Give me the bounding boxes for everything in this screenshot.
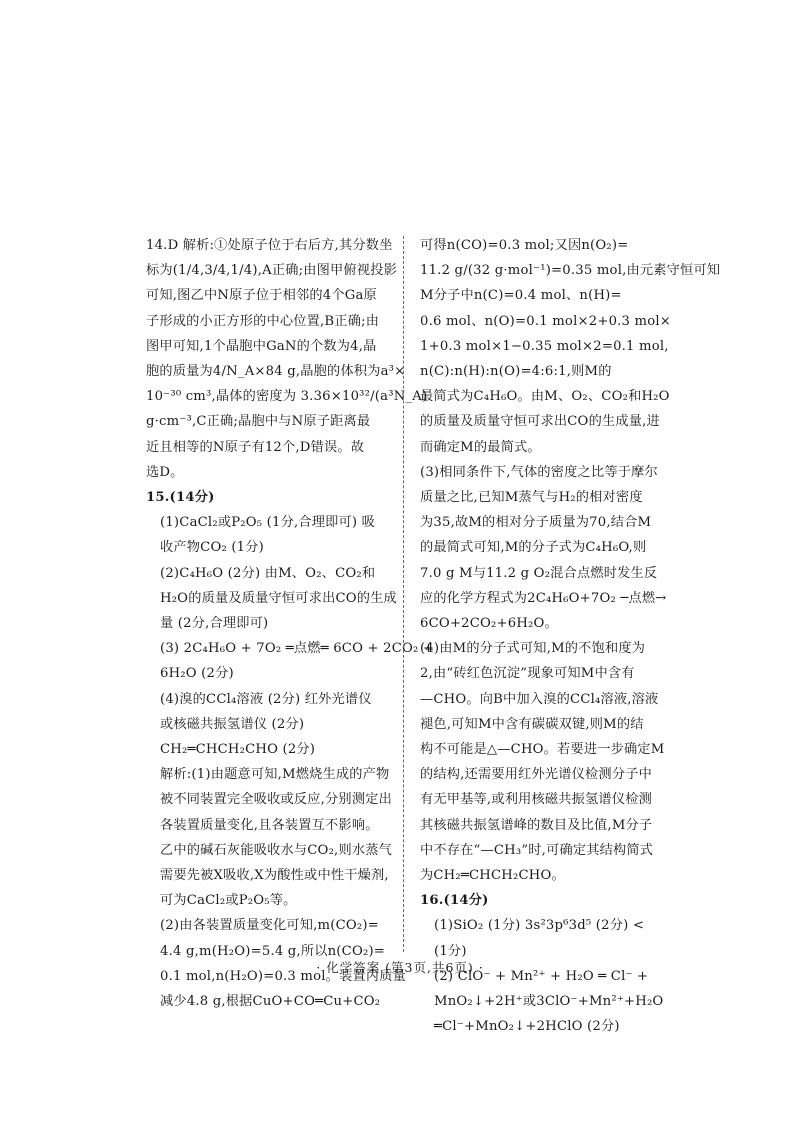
text-line: (1)SiO₂ (1分) 3s²3p⁶3d⁵ (2分) < xyxy=(434,918,645,934)
text-line: 2,由“砖红色沉淀”现象可知M中含有 xyxy=(420,666,635,682)
text-line: 图甲可知,1个晶胞中GaN的个数为4,晶 xyxy=(146,338,377,354)
text-line: CH₂═CHCH₂CHO (2分) xyxy=(160,742,316,758)
text-line: 4.4 g,m(H₂O)=5.4 g,所以n(CO₂)= xyxy=(160,943,386,959)
question-heading: 15.(14分) xyxy=(146,490,215,506)
text-line: 或核磁共振氢谱仪 (2分) xyxy=(160,716,305,732)
text-line: 0.1 mol,n(H₂O)=0.3 mol。装置丙质量 xyxy=(160,968,407,984)
text-line: 而确定M的最简式。 xyxy=(420,439,541,455)
text-line: MnO₂↓+2H⁺或3ClO⁻+Mn²⁺+H₂O xyxy=(434,994,664,1010)
text-line: 为CH₂═CHCH₂CHO。 xyxy=(420,868,565,884)
text-line: 6CO+2CO₂+6H₂O。 xyxy=(420,616,558,632)
text-line: g·cm⁻³,C正确;晶胞中与N原子距离最 xyxy=(146,414,371,430)
text-line: (3)相同条件下,气体的密度之比等于摩尔 xyxy=(420,464,658,480)
text-line: 构不可能是△—CHO。若要进一步确定M xyxy=(420,742,665,758)
text-line: 最简式为C₄H₆O。由M、O₂、CO₂和H₂O xyxy=(420,389,670,405)
text-line: 被不同装置完全吸收或反应,分别测定出 xyxy=(160,792,392,808)
text-line: 的结构,还需要用红外光谱仪检测分子中 xyxy=(420,767,652,783)
text-line: 应的化学方程式为2C₄H₆O+7O₂ ─点燃→ xyxy=(420,590,667,606)
text-line: 可知,图乙中N原子位于相邻的4个Ga原 xyxy=(146,288,377,304)
text-line: 1+0.3 mol×1−0.35 mol×2=0.1 mol, xyxy=(420,338,669,354)
text-line: 各装置质量变化,且各装置互不影响。 xyxy=(160,817,379,833)
text-line: 可为CaCl₂或P₂O₅等。 xyxy=(160,893,297,909)
text-line: 近且相等的N原子有12个,D错误。故 xyxy=(146,439,365,455)
text-line: 可得n(CO)=0.3 mol;又因n(O₂)= xyxy=(420,238,629,253)
text-line: 为35,故M的相对分子质量为70,结合M xyxy=(420,515,652,531)
text-line: 的最简式可知,M的分子式为C₄H₆O,则 xyxy=(420,540,647,556)
text-line: 褪色,可知M中含有碳碳双键,则M的结 xyxy=(420,716,644,732)
text-line: n(C):n(H):n(O)=4:6:1,则M的 xyxy=(420,364,612,380)
text-line: 胞的质量为4/N_A×84 g,晶胞的体积为a³× xyxy=(146,364,406,380)
question-heading: 16.(14分) xyxy=(420,893,489,909)
text-line: 其核磁共振氢谱峰的数目及比值,M分子 xyxy=(420,817,653,833)
text-line: 解析:(1)由题意可知,M燃烧生成的产物 xyxy=(160,767,390,783)
text-line: (3) 2C₄H₆O + 7O₂ ═点燃═ 6CO + 2CO₂ + xyxy=(160,641,435,657)
text-line: 7.0 g M与11.2 g O₂混合点燃时发生反 xyxy=(420,565,658,581)
text-line: (1)CaCl₂或P₂O₅ (1分,合理即可) 吸 xyxy=(160,515,376,531)
text-line: 10⁻³⁰ cm³,晶体的密度为 3.36×10³²/(a³N_A) xyxy=(146,389,428,405)
text-line: (2) ClO⁻ + Mn²⁺ + H₂O ═ Cl⁻ + xyxy=(434,968,649,984)
text-line: (2)由各装置质量变化可知,m(CO₂)= xyxy=(160,918,379,934)
text-line: 子形成的小正方形的中心位置,B正确;由 xyxy=(146,313,380,329)
text-line: 11.2 g/(32 g·mol⁻¹)=0.35 mol,由元素守恒可知 xyxy=(420,263,721,279)
text-line: 6H₂O (2分) xyxy=(160,666,234,682)
text-line: (2)C₄H₆O (2分) 由M、O₂、CO₂和 xyxy=(160,565,376,581)
text-line: 的质量及质量守恒可求出CO的生成量,进 xyxy=(420,414,660,430)
text-line: 需要先被X吸收,X为酸性或中性干燥剂, xyxy=(160,868,389,884)
text-line: 量 (2分,合理即可) xyxy=(160,616,269,632)
text-line: (1分) xyxy=(434,943,467,959)
text-line: 0.6 mol、n(O)=0.1 mol×2+0.3 mol× xyxy=(420,313,672,329)
text-line: 选D。 xyxy=(146,464,184,480)
column-divider xyxy=(403,236,404,952)
text-line: 有无甲基等,或利用核磁共振氢谱仪检测 xyxy=(420,792,652,808)
text-line: 14.D 解析:①处原子位于右后方,其分数坐 xyxy=(146,238,393,253)
text-line: 标为(1/4,3/4,1/4),A正确;由图甲俯视投影 xyxy=(146,263,397,279)
text-line: (4)由M的分子式可知,M的不饱和度为 xyxy=(420,641,646,657)
text-line: 质量之比,已知M蒸气与H₂的相对密度 xyxy=(420,490,643,506)
right-column xyxy=(420,233,721,1040)
text-line: M分子中n(C)=0.4 mol、n(H)= xyxy=(420,288,622,304)
text-line: 中不存在“—CH₃”时,可确定其结构简式 xyxy=(420,842,654,858)
text-line: —CHO。向B中加入溴的CCl₄溶液,溶液 xyxy=(420,691,659,707)
page-footer: · 化学答案 (第3页,共6页) · xyxy=(316,960,484,975)
text-line: 减少4.8 g,根据CuO+CO═Cu+CO₂ xyxy=(160,994,381,1010)
text-line: (4)溴的CCl₄溶液 (2分) 红外光谱仪 xyxy=(160,691,372,707)
text-line: ═Cl⁻+MnO₂↓+2HClO (2分) xyxy=(434,1019,620,1035)
text-line: H₂O的质量及质量守恒可求出CO的生成 xyxy=(160,590,397,606)
text-line: 收产物CO₂ (1分) xyxy=(160,540,265,556)
text-line: 乙中的碱石灰能吸收水与CO₂,则水蒸气 xyxy=(160,842,392,858)
